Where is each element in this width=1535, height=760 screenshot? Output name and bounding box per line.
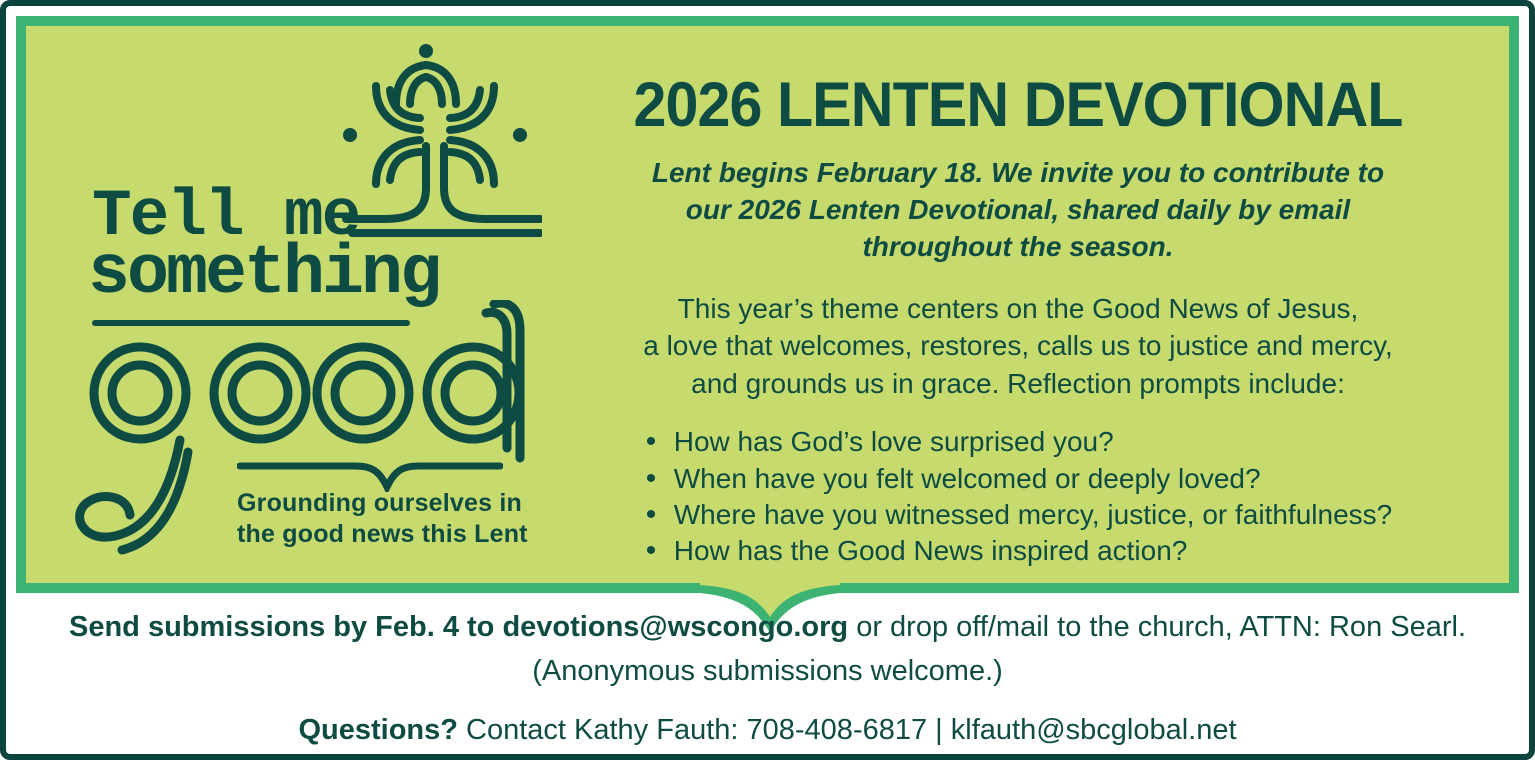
logo-word-good-text bbox=[26, 26, 27, 27]
intro-line: throughout the season. bbox=[862, 230, 1174, 262]
theme-line: a love that welcomes, restores, calls us to justice and mercy, bbox=[643, 330, 1393, 362]
submission-deadline-email: Send submissions by Feb. 4 to devotions@wscongo.org bbox=[68, 611, 849, 643]
devotional-content bbox=[560, 70, 1476, 569]
list-item: • When have you felt welcomed or deeply loved? bbox=[644, 461, 1392, 497]
list-item: • How has God’s love surprised you? bbox=[644, 424, 1392, 460]
tagline-line-1: Grounding ourselves in bbox=[237, 489, 522, 517]
intro-paragraph bbox=[560, 155, 1476, 266]
page-title: 2026 LENTEN DEVOTIONAL bbox=[633, 70, 1403, 140]
theme-line: This year’s theme centers on the Good News of Jesus, bbox=[677, 292, 1359, 324]
submission-alternative: or drop off/mail to the church, ATTN: Ron Searl. bbox=[848, 611, 1467, 643]
logo-word-tell-me: Tell me bbox=[92, 179, 360, 254]
theme-line: and grounds us in grace. Reflection prompts include: bbox=[691, 367, 1345, 399]
tree-logo-icon bbox=[330, 38, 542, 262]
list-item: • How has the Good News inspired action? bbox=[644, 533, 1392, 569]
intro-line: our 2026 Lenten Devotional, shared daily by email bbox=[685, 193, 1351, 225]
footer bbox=[0, 610, 1535, 747]
devotional-panel bbox=[16, 16, 1519, 593]
intro-line: Lent begins February 18. We invite you to contribute to bbox=[651, 157, 1385, 188]
questions-contact bbox=[0, 713, 1535, 748]
reflection-prompt-list bbox=[644, 424, 1392, 568]
submission-instructions bbox=[0, 610, 1535, 645]
tagline-line-2: the good news this Lent bbox=[237, 520, 528, 549]
contact-details: Contact Kathy Fauth: 708-408-6817 | klfauth@sbcglobal.net bbox=[457, 713, 1237, 746]
questions-label: Questions? bbox=[298, 713, 458, 746]
anonymous-note: (Anonymous submissions welcome.) bbox=[532, 654, 1003, 687]
theme-paragraph bbox=[560, 290, 1476, 403]
logo-tagline bbox=[237, 488, 528, 551]
list-item: • Where have you witnessed mercy, justice, or faithfulness? bbox=[644, 497, 1392, 533]
logo-word-something: something bbox=[88, 235, 440, 314]
